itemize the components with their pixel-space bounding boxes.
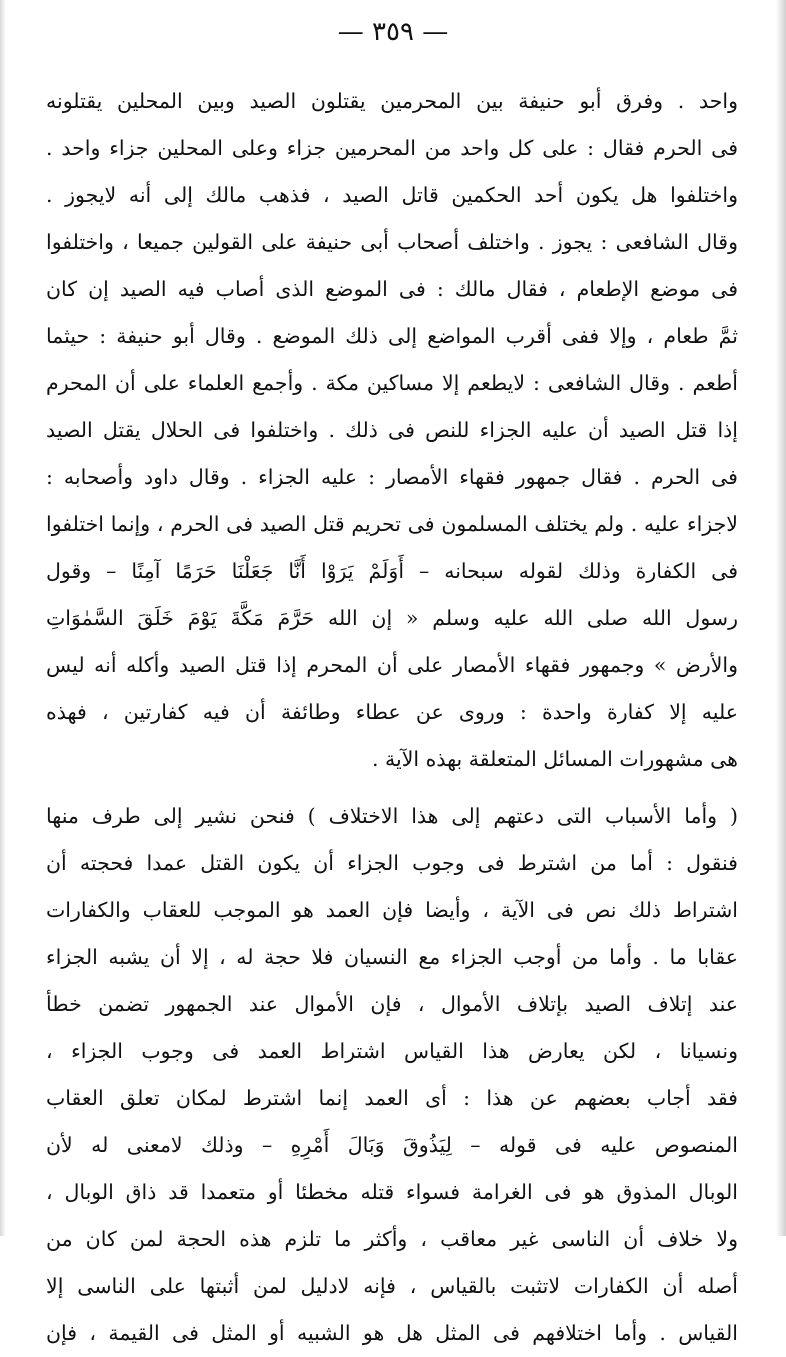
text-line: عليه إلا كفارة واحدة : وروى عن عطاء وطائفة أن فيه كفارتين ، فهذه: [46, 700, 738, 724]
scan-edge-left: [0, 0, 6, 1236]
text-line: أطعم . وقال الشافعى : لايطعم إلا مساكين مكة . وأجمع العلماء على أن المحرم: [46, 371, 738, 395]
text-line: ولا خلاف أن الناسى غير معاقب ، وأكثر ما تلزم هذه الحجة لمن كان من: [46, 1227, 738, 1251]
scan-edge-right: [776, 0, 786, 1236]
text-line: ( وأما الأسباب التى دعتهم إلى هذا الاختلاف ) فنحن نشير إلى طرف منها: [46, 804, 738, 828]
paragraph-gap: [46, 783, 738, 793]
text-line: المنصوص عليه فى قوله – لِيَذُوقَ وَبَالَ أَمْرِهِ – وذلك لامعنى له لأن: [46, 1133, 738, 1157]
text-line: ثمَّ طعام ، وإلا ففى أقرب المواضع إلى ذلك الموضع . وقال أبو حنيفة : حيثما: [46, 324, 738, 348]
text-line: إذا قتل الصيد أن عليه الجزاء للنص فى ذلك . واختلفوا فى الحلال يقتل الصيد: [46, 418, 738, 442]
text-line: أصله أن الكفارات لاتثبت بالقياس ، فإنه لادليل لمن أثبتها على الناسى إلا: [46, 1274, 738, 1298]
text-line: فى الكفارة وذلك لقوله سبحانه – أَوَلَمْ يَرَوْا أَنَّا جَعَلْنَا حَرَمًا آمِنًا – وقول: [46, 559, 738, 583]
text-line: ونسيانا ، لكن يعارض هذا القياس اشتراط العمد فى وجوب الجزاء ،: [46, 1039, 738, 1063]
text-line: واختلفوا هل يكون أحد الحكمين قاتل الصيد ، فذهب مالك إلى أنه لايجوز .: [46, 183, 738, 207]
text-line: لاجزاء عليه . ولم يختلف المسلمون فى تحريم قتل الصيد فى الحرم ، وإنما اختلفوا: [46, 512, 738, 536]
text-line: فى الحرم فقال : على كل واحد من المحرمين جزاء وعلى المحلين جزاء واحد .: [46, 136, 738, 160]
text-line: هى مشهورات المسائل المتعلقة بهذه الآية .: [371, 747, 738, 771]
text-line: القياس . وأما اختلافهم فى المثل هل هو الشبيه أو المثل فى القيمة ، فإن: [46, 1321, 738, 1345]
text-line: والأرض » وجمهور فقهاء الأمصار على أن المحرم إذا قتل الصيد وأكله أنه ليس: [46, 653, 738, 677]
paragraph-1: [46, 78, 738, 783]
text-line: رسول الله صلى الله عليه وسلم « إن الله حَرَّمَ مَكَّةَ يَوْمَ خَلَقَ السَّمٰوَاتِ: [46, 606, 738, 630]
text-line: فنقول : أما من اشترط فى وجوب الجزاء أن يكون القتل عمدا فحجته أن: [46, 851, 738, 875]
page-number: — ٣٥٩ —: [337, 17, 449, 47]
text-line: فى الحرم . فقال جمهور فقهاء الأمصار : عليه الجزاء . وقال داود وأصحابه :: [46, 465, 738, 489]
text-line: عند إتلاف الصيد بإتلاف الأموال ، فإن الأموال عند الجمهور تضمن خطأ: [46, 992, 738, 1016]
paragraph-2: [46, 793, 738, 1357]
text-line: فقد أجاب بعضهم عن هذا : أى العمد إنما اشترط لمكان تعلق العقاب: [46, 1086, 738, 1110]
text-line: الوبال المذوق هو فى الغرامة فسواء قتله مخطئا أو متعمدا قد ذاق الوبال ،: [46, 1180, 738, 1204]
text-line: فى موضع الإطعام ، فقال مالك : فى الموضع الذى أصاب فيه الصيد إن كان: [46, 277, 738, 301]
body-text: [46, 78, 738, 1357]
text-line: اشتراط ذلك نص فى الآية ، وأيضا فإن العمد هو الموجب للعقاب والكفارات: [46, 898, 738, 922]
text-line: وقال الشافعى : يجوز . واختلف أصحاب أبى حنيفة على القولين جميعا ، واختلفوا: [46, 230, 738, 254]
text-line: واحد . وفرق أبو حنيفة بين المحرمين يقتلون الصيد وبين المحلين يقتلونه: [46, 89, 738, 113]
text-line: عقابا ما . وأما من أوجب الجزاء مع النسيان فلا حجة له ، إلا أن يشبه الجزاء: [46, 945, 738, 969]
